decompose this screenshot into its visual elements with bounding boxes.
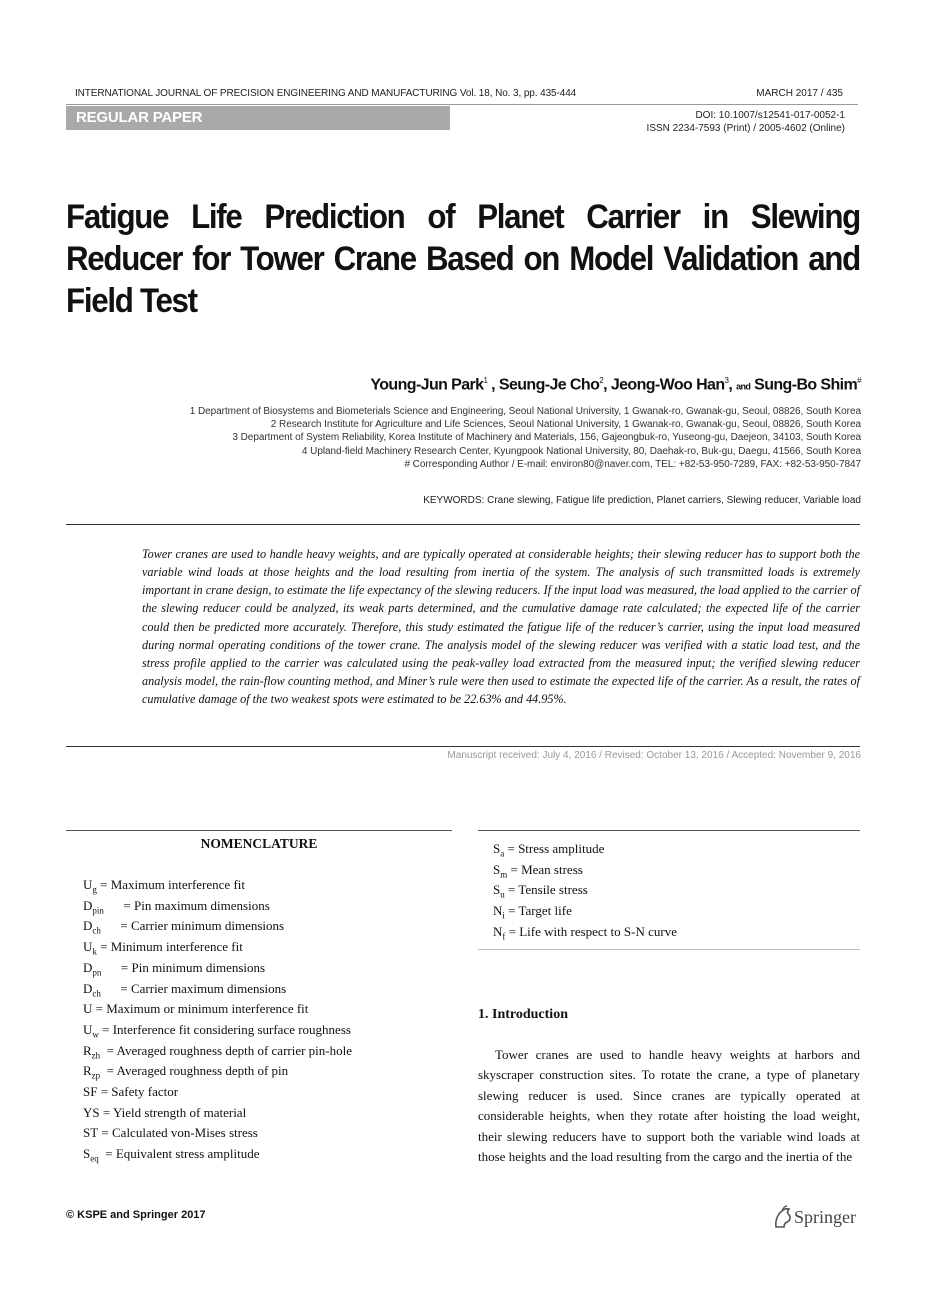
- nomenclature-definition: = Target life: [504, 903, 572, 919]
- author-2-affil: 2: [599, 376, 604, 385]
- nomenclature-symbol: S: [493, 861, 501, 877]
- nomenclature-definition: = Averaged roughness depth of pin: [100, 1063, 289, 1079]
- nomenclature-subscript: zh: [91, 1050, 101, 1061]
- nomenclature-subscript: g: [92, 884, 97, 895]
- nomenclature-symbol: N: [493, 903, 503, 919]
- nomenclature-symbol: U: [83, 1021, 93, 1037]
- affiliation-2: 2 Research Institute for Agriculture and Life Sciences, Seoul National University, 1 Gwanak-ro, Gwanak-gu, Seoul, 08826, South Korea: [270, 419, 861, 430]
- nomenclature-entry: [83, 960, 265, 978]
- corresponding-author: # Corresponding Author / E-mail: environ80@naver.com, TEL: +82-53-950-7289, FAX: +82-53-950-7847: [404, 459, 861, 470]
- author-3[interactable]: Jeong-Woo Han: [610, 376, 725, 394]
- nomenclature-subscript: w: [92, 1029, 99, 1040]
- nomenclature-entry: [83, 1063, 288, 1081]
- nomenclature-entry: [493, 903, 572, 921]
- nomenclature-definition: = Maximum or minimum interference fit: [92, 1001, 309, 1017]
- nomenclature-definition: = Maximum interference fit: [96, 877, 246, 892]
- nomenclature-subscript: i: [502, 910, 505, 921]
- author-list: [370, 376, 861, 394]
- nomenclature-symbol: SF: [83, 1084, 98, 1099]
- issue-date-page: MARCH 2017 / 435: [756, 88, 843, 99]
- nomenclature-definition: = Carrier minimum dimensions: [100, 918, 285, 934]
- nomenclature-definition: = Pin minimum dimensions: [101, 959, 266, 975]
- paper-type-banner: [66, 106, 450, 130]
- introduction-text: Tower cranes are used to handle heavy weights at harbors and skyscraper construction sites. To rotate the crane, a type of planetary slewing reducer is used. Since cranes are typically operated at considerable heights, when they rotate after hoisting the load weight, their slewing reducers have to support both the variable wind loads at those heights and the load resulting from the cargo and the inertia of the: [478, 1047, 860, 1165]
- nomenclature-definition: = Interference fit considering surface roughness: [98, 1021, 351, 1037]
- nomenclature-symbol: D: [83, 980, 93, 996]
- nomenclature-symbol: D: [83, 918, 93, 934]
- springer-logo: [772, 1205, 862, 1231]
- nomenclature-definition: = Life with respect to S-N curve: [505, 923, 677, 939]
- copyright: © KSPE and Springer 2017: [66, 1209, 206, 1221]
- nomenclature-definition: = Stress amplitude: [504, 841, 605, 856]
- nomenclature-symbol: R: [83, 1063, 92, 1079]
- abstract: Tower cranes are used to handle heavy weights, and are typically operated at considerable heights; their slewing reducer has to support both the variable wind loads at those heights and the load resulting from inertia of the system. The analysis of such transmitted loads is extremely important in crane design, to estimate the life expectancy of the slewing reducers. If the input load was measured, the load applied to the carrier of the slewing reducer could be analyzed, its weak parts determined, and the cumulative damage rate calculated; the expected life of the carrier could then be predicted more accurately. Therefore, this study estimated the fatigue life of the reducer’s carrier, using the input load measured during normal operating conditions of the tower crane. The analysis model of the slewing reducer was verified with a static load test, and the stress profile applied to the carrier was calculated using the peak-valley load extracted from the measured input; the verified slewing reducer analysis model, the rain-flow counting method, and Miner’s rule were then used to estimate the expected life of the carrier. As a result, the rates of cumulative damage of the two weakest spots were estimated to be 22.63% and 44.95%.: [142, 547, 860, 707]
- affiliation-1: 1 Department of Biosystems and Biometerials Science and Engineering, Seoul National University, 1 Gwanak-ro, Gwanak-gu, Seoul, 08826, South Korea: [189, 406, 861, 417]
- nomenclature-entry: [83, 918, 284, 936]
- springer-wordmark: Springer: [794, 1207, 856, 1227]
- nomenclature-definition: = Minimum interference fit: [96, 939, 243, 955]
- author-1-affil: 1: [483, 376, 488, 385]
- author-1[interactable]: Young-Jun Park: [370, 376, 484, 394]
- affiliation-4: 4 Upland-field Machinery Research Center, Kyungpook National University, 80, Daehak-ro, Buk-gu, Daegu, 41566, South Korea: [301, 446, 861, 457]
- nomenclature-subscript: m: [500, 869, 508, 880]
- nomenclature-end-rule: [478, 949, 860, 950]
- section-heading-introduction: 1. Introduction: [478, 1007, 568, 1022]
- nomenclature-entry: [493, 882, 588, 900]
- nomenclature-symbol: ST: [83, 1125, 99, 1141]
- author-3-affil: 3: [724, 376, 729, 385]
- paper-title: Fatigue Life Prediction of Planet Carrier in Slewing Reducer for Tower Crane Based on Model Validation and Field Test: [66, 198, 860, 320]
- nomenclature-entry: [493, 841, 604, 859]
- nomenclature-subscript: f: [502, 931, 506, 942]
- nomenclature-definition: = Carrier maximum dimensions: [100, 980, 287, 996]
- nomenclature-subscript: zp: [91, 1070, 101, 1081]
- nomenclature-subscript: ch: [92, 925, 101, 936]
- nomenclature-entry: [83, 1105, 246, 1123]
- abstract-top-rule: [66, 524, 860, 525]
- nomenclature-subscript: eq: [90, 1153, 99, 1164]
- author-separator: ,: [728, 376, 737, 394]
- doi-link[interactable]: DOI: 10.1007/s12541-017-0052-1: [695, 110, 845, 121]
- nomenclature-symbol: N: [493, 923, 503, 939]
- nomenclature-definition: = Averaged roughness depth of carrier pin-hole: [100, 1042, 353, 1058]
- nomenclature-entry: [83, 981, 286, 999]
- nomenclature-entry: [83, 1001, 308, 1019]
- author-separator: ,: [487, 376, 499, 394]
- nomenclature-entry: [83, 1084, 178, 1102]
- issn: ISSN 2234-7593 (Print) / 2005-4602 (Online): [646, 123, 845, 134]
- nomenclature-entry: [83, 939, 243, 957]
- nomenclature-entry: [83, 1125, 258, 1143]
- nomenclature-definition: = Yield strength of material: [99, 1104, 247, 1120]
- author-4-affil: #: [857, 376, 861, 385]
- author-separator: ,: [603, 376, 611, 394]
- nomenclature-subscript: pin: [92, 905, 104, 916]
- nomenclature-definition: = Pin maximum dimensions: [103, 897, 270, 913]
- author-and: and: [736, 381, 751, 392]
- nomenclature-symbol: YS: [83, 1104, 100, 1120]
- nomenclature-subscript: pn: [92, 967, 102, 978]
- nomenclature-symbol: U: [83, 1001, 93, 1017]
- nomenclature-symbol: S: [493, 841, 501, 856]
- nomenclature-title: NOMENCLATURE: [200, 836, 318, 851]
- nomenclature-rule-left: [66, 830, 452, 831]
- abstract-bottom-rule: [66, 746, 860, 747]
- nomenclature-definition: = Mean stress: [507, 861, 583, 877]
- nomenclature-definition: = Safety factor: [97, 1084, 179, 1099]
- author-4[interactable]: Sung-Bo Shim: [754, 376, 858, 394]
- affiliation-3: 3 Department of System Reliability, Korea Institute of Machinery and Materials, 156, Gajeongbuk-ro, Yuseong-gu, Daejeon, 34103, South Korea: [232, 432, 861, 443]
- nomenclature-definition: = Equivalent stress amplitude: [98, 1146, 260, 1162]
- nomenclature-symbol: U: [83, 939, 93, 955]
- nomenclature-symbol: D: [83, 897, 93, 913]
- paper-type-label: REGULAR PAPER: [76, 109, 203, 126]
- nomenclature-symbol: U: [83, 877, 93, 892]
- nomenclature-subscript: ch: [92, 988, 101, 999]
- nomenclature-symbol: R: [83, 1042, 92, 1058]
- nomenclature-subscript: u: [500, 889, 505, 900]
- nomenclature-symbol: D: [83, 959, 93, 975]
- nomenclature-rule-right: [478, 830, 860, 831]
- keywords: KEYWORDS: Crane slewing, Fatigue life prediction, Planet carriers, Slewing reducer, Variable load: [423, 495, 861, 506]
- nomenclature-symbol: S: [493, 882, 501, 898]
- nomenclature-entry: [493, 924, 677, 942]
- nomenclature-symbol: S: [83, 1146, 91, 1162]
- nomenclature-subscript: k: [92, 946, 97, 957]
- nomenclature-entry: [493, 862, 583, 880]
- nomenclature-definition: = Calculated von-Mises stress: [98, 1125, 258, 1141]
- nomenclature-entry: [83, 898, 270, 916]
- nomenclature-subscript: a: [500, 848, 505, 859]
- manuscript-dates: Manuscript received: July 4, 2016 / Revised: October 13, 2016 / Accepted: November 9, 2016: [447, 750, 861, 761]
- springer-horse-icon: [772, 1205, 794, 1231]
- nomenclature-entry: [83, 1022, 351, 1040]
- nomenclature-entry: [83, 877, 245, 895]
- nomenclature-definition: = Tensile stress: [504, 882, 588, 898]
- nomenclature-entry: [83, 1043, 352, 1061]
- header-rule: [66, 104, 858, 105]
- author-2[interactable]: Seung-Je Cho: [498, 376, 600, 394]
- nomenclature-entry: [83, 1146, 260, 1164]
- journal-citation: INTERNATIONAL JOURNAL OF PRECISION ENGINEERING AND MANUFACTURING Vol. 18, No. 3, pp. 435-444: [75, 88, 577, 99]
